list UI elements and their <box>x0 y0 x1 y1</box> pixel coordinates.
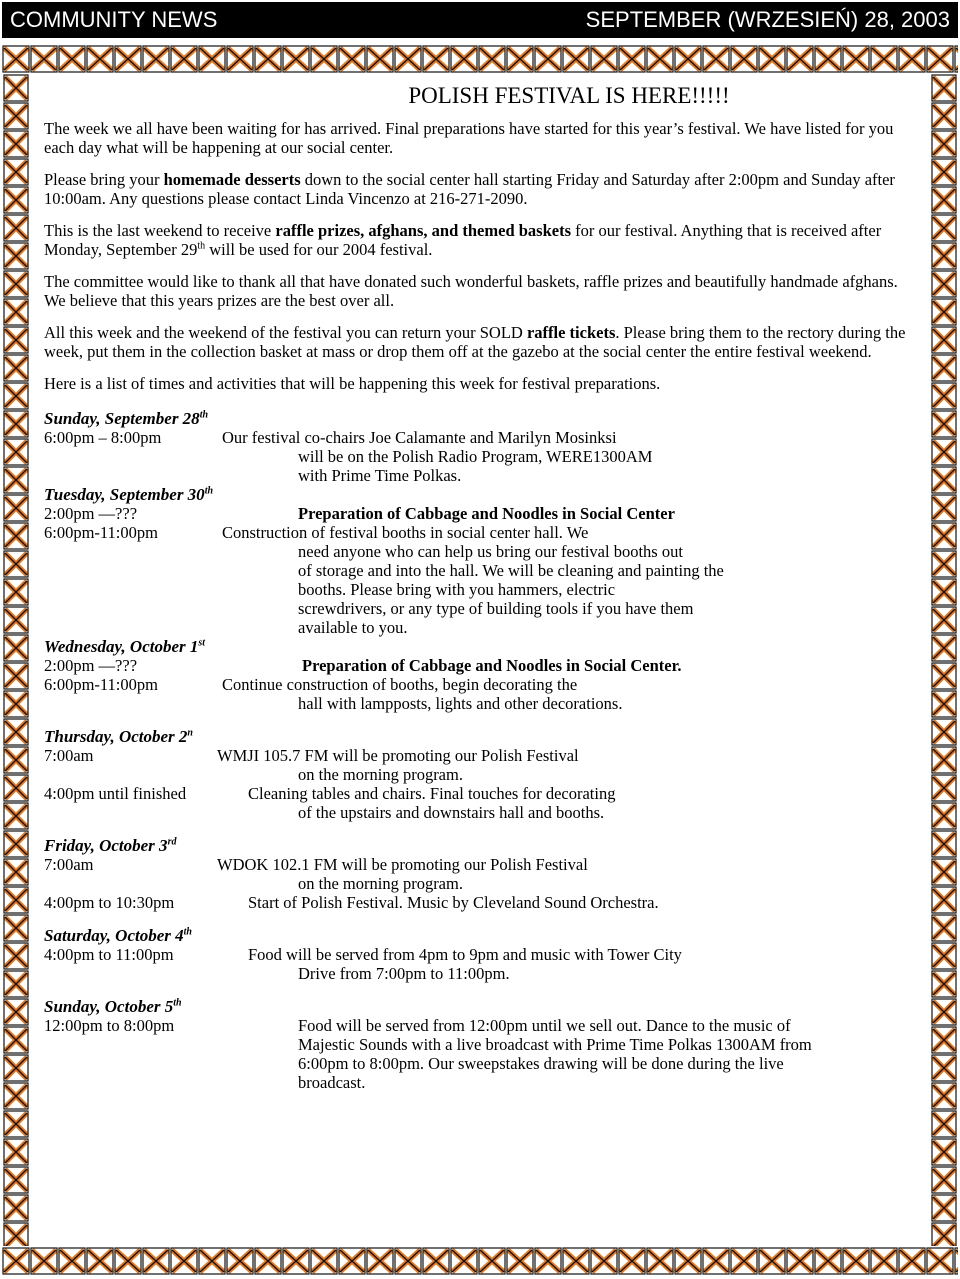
raffle-prizes-paragraph: This is the last weekend to receive raffle prizes, afghans, and themed baskets for our festival. Anything that is received after Monday, September 29th will be used for our 2004 festival. <box>44 221 882 259</box>
header-bar <box>2 2 958 38</box>
day-heading: Wednesday, October 1st <box>44 637 206 656</box>
schedule-thursday-oct-2: Thursday, October 2$^n$ 7:00am WMJI 105.7 FM will be promoting our Polish Festival on the morning program. 4:00pm until finished Cleaning tables and chairs. Final touches for decorating of the upstairs and downstairs hall and booths. <box>44 727 914 822</box>
celtic-knot-border-top <box>2 44 958 74</box>
schedule-sunday-oct-5: Sunday, October 5th 12:00pm to 8:00pm Food will be served from 12:00pm until we sell out. Dance to the music of Majestic Sounds with a live broadcast with Prime Time Polkas 1300AM from 6:00pm to 8:00pm. Our sweepstakes drawing will be done during the live broadcast. <box>44 997 914 1092</box>
schedule-sunday-sep-28: Sunday, September 28th 6:00pm – 8:00pm Our festival co-chairs Joe Calamante and Marilyn Mosinksi will be on the Polish Radio Program, WERE1300AM with Prime Time Polkas. <box>44 409 914 485</box>
schedule-wednesday-oct-1: Wednesday, October 1st 2:00pm —??? Preparation of Cabbage and Noodles in Social Center. 6:00pm-11:00pm Continue construction of booths, begin decorating the hall with lampposts, lights and other decorations. <box>44 637 914 713</box>
thanks-paragraph: The committee would like to thank all that have donated such wonderful baskets, raffle prizes and beautifully handmade afghans. We believe that this years prizes are the best over all. <box>44 272 898 310</box>
day-heading: Thursday, October 2$^n$ <box>44 727 193 746</box>
day-heading: Friday, October 3rd <box>44 836 177 855</box>
day-heading: Tuesday, September 30th <box>44 485 214 504</box>
header-right: SEPTEMBER (WRZESIEŃ) 28, 2003 <box>585 7 950 32</box>
header-left: COMMUNITY NEWS <box>10 7 218 32</box>
schedule-friday-oct-3: Friday, October 3rd 7:00am WDOK 102.1 FM will be promoting our Polish Festival on the morning program. 4:00pm to 10:30pm Start of Polish Festival. Music by Cleveland Sound Orchestra. <box>44 836 914 912</box>
intro-paragraph: The week we all have been waiting for has arrived. Final preparations have started for this year’s festival. We have listed for you each day what will be happening at our social center. <box>44 119 894 157</box>
day-heading: Saturday, October 4th <box>44 926 192 945</box>
schedule-saturday-oct-4: Saturday, October 4th 4:00pm to 11:00pm Food will be served from 4pm to 9pm and music with Tower City Drive from 7:00pm to 11:00pm. <box>44 926 914 983</box>
celtic-knot-border-left <box>2 74 30 1246</box>
page-title: POLISH FESTIVAL IS HERE!!!!! <box>408 83 730 108</box>
raffle-tickets-paragraph: All this week and the weekend of the festival you can return your SOLD raffle tickets. Please bring them to the rectory during the week, put them in the collection basket at mass or drop them off at the gazebo at the social center the entire festival weekend. <box>44 323 906 361</box>
schedule-intro: Here is a list of times and activities that will be happening this week for festival preparations. <box>44 374 661 393</box>
celtic-knot-border-bottom <box>2 1246 958 1276</box>
celtic-knot-border-right <box>930 74 958 1246</box>
article <box>44 84 914 1092</box>
day-heading: Sunday, October 5th <box>44 997 182 1016</box>
desserts-paragraph: Please bring your homemade desserts down to the social center hall starting Friday and Saturday after 2:00pm and Sunday after 10:00am. Any questions please contact Linda Vincenzo at 216-271-2090. <box>44 170 895 208</box>
schedule-tuesday-sep-30: Tuesday, September 30th 2:00pm —??? Preparation of Cabbage and Noodles in Social Center 6:00pm-11:00pm Construction of festival booths in social center hall. We need anyone who can help us bring our festival booths out of storage and into the hall. We will be cleaning and painting the booths. Please bring with you hammers, electric screwdrivers, or any type of building tools if you have them available to you. <box>44 485 914 637</box>
day-heading: Sunday, September 28th <box>44 409 209 428</box>
